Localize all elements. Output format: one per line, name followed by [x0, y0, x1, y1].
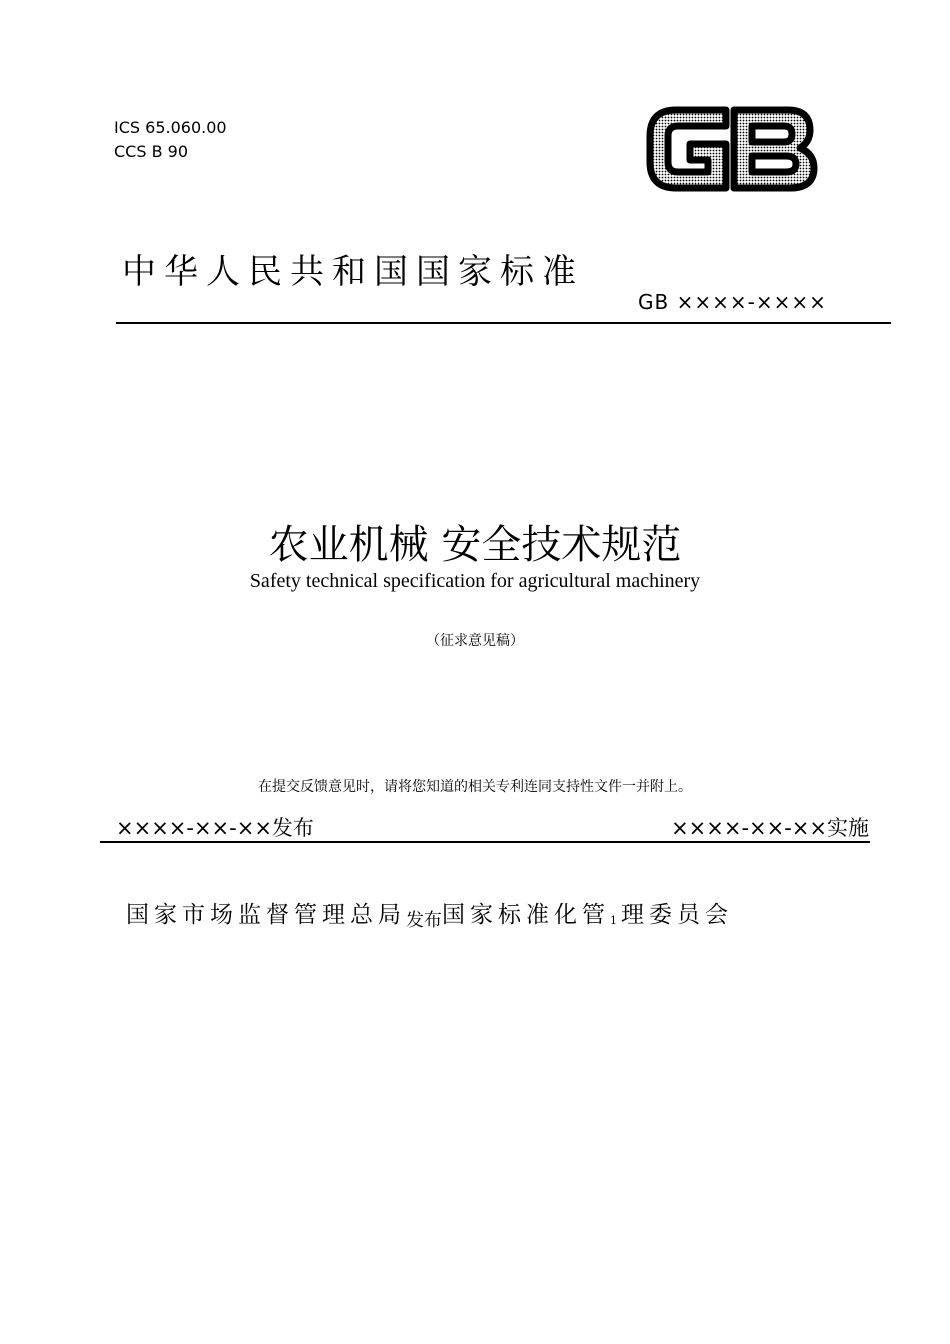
issuer-sac-end: 理委员会 [621, 902, 733, 928]
standard-number: GB ××××-×××× [638, 290, 827, 314]
document-title: 农业机械 安全技术规范 [268, 522, 682, 568]
header-divider [116, 322, 891, 324]
ccs-code: CCS B 90 [114, 142, 189, 161]
implementation-date: ××××-××-××实施 [671, 816, 869, 840]
dates-divider [100, 841, 870, 843]
draft-status: （征求意见稿） [426, 633, 524, 649]
footnote-mark: 1 [610, 914, 617, 927]
classification-codes [114, 116, 227, 164]
issue-date: ××××-××-××发布 [116, 816, 314, 840]
issuer-samr: 国家市场监督管理总局 [126, 902, 406, 928]
patent-notice: 在提交反馈意见时，请将您知道的相关专利连同支持性文件一并附上。 [258, 779, 692, 795]
issuer-sac: 国家标准化管 [442, 902, 610, 928]
document-subtitle: Safety technical specification for agricultural machinery [249, 570, 701, 592]
gb-logo [646, 104, 818, 194]
publish-label: 发布 [406, 910, 442, 931]
ics-code: ICS 65.060.00 [114, 118, 227, 137]
issuing-authorities [126, 896, 733, 929]
standard-title: 中华人民共和国国家标准 [122, 252, 584, 292]
